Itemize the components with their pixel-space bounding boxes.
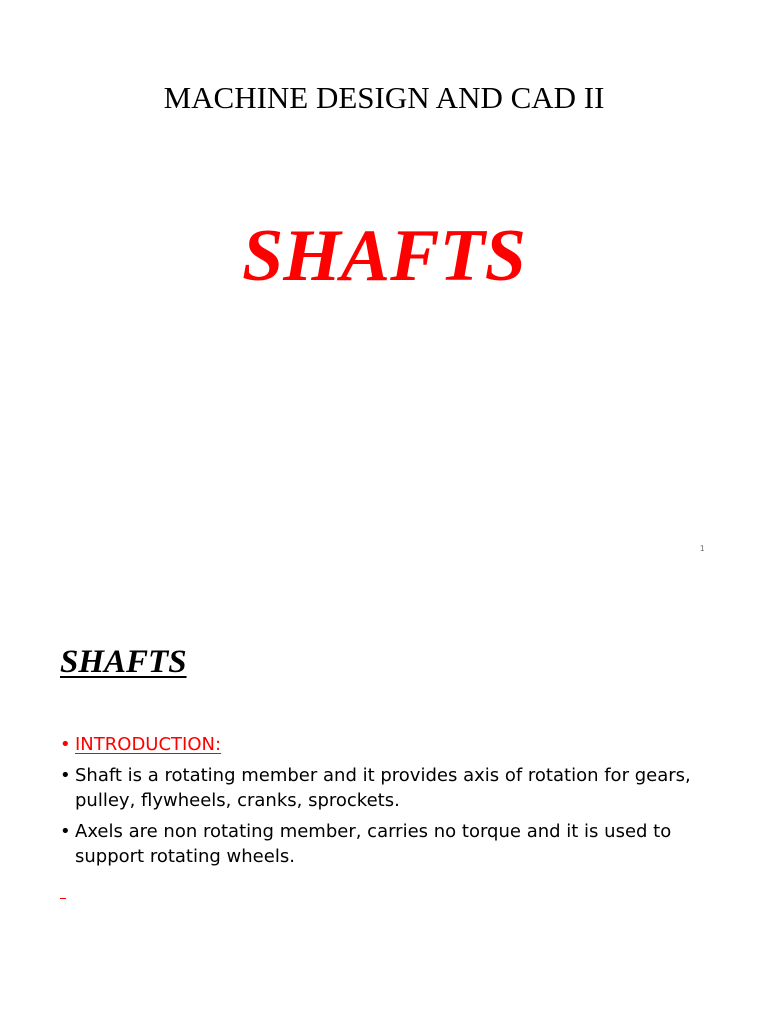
list-item-axle-definition	[60, 819, 720, 869]
section-heading: SHAFTS	[60, 644, 187, 680]
list-item-text: INTRODUCTION:	[75, 734, 222, 755]
bullet-icon: •	[60, 765, 71, 786]
slide-number: 1	[700, 544, 705, 553]
slide-2	[0, 576, 768, 1024]
list-item-shaft-definition	[60, 763, 720, 813]
list-item-text: Axels are non rotating member, carries no torque and it is used to support rotating wheels.	[75, 821, 672, 867]
main-title: SHAFTS	[242, 215, 526, 297]
list-item-introduction	[60, 732, 720, 757]
list-item-text: Shaft is a rotating member and it provides axis of rotation for gears, pulley, flywheels, cranks, sprockets.	[75, 765, 691, 811]
bullet-icon: •	[60, 734, 71, 755]
course-title: MACHINE DESIGN AND CAD II	[163, 80, 605, 115]
bullet-list	[60, 732, 720, 875]
red-dash-mark	[60, 898, 66, 899]
bullet-icon: •	[60, 821, 71, 842]
